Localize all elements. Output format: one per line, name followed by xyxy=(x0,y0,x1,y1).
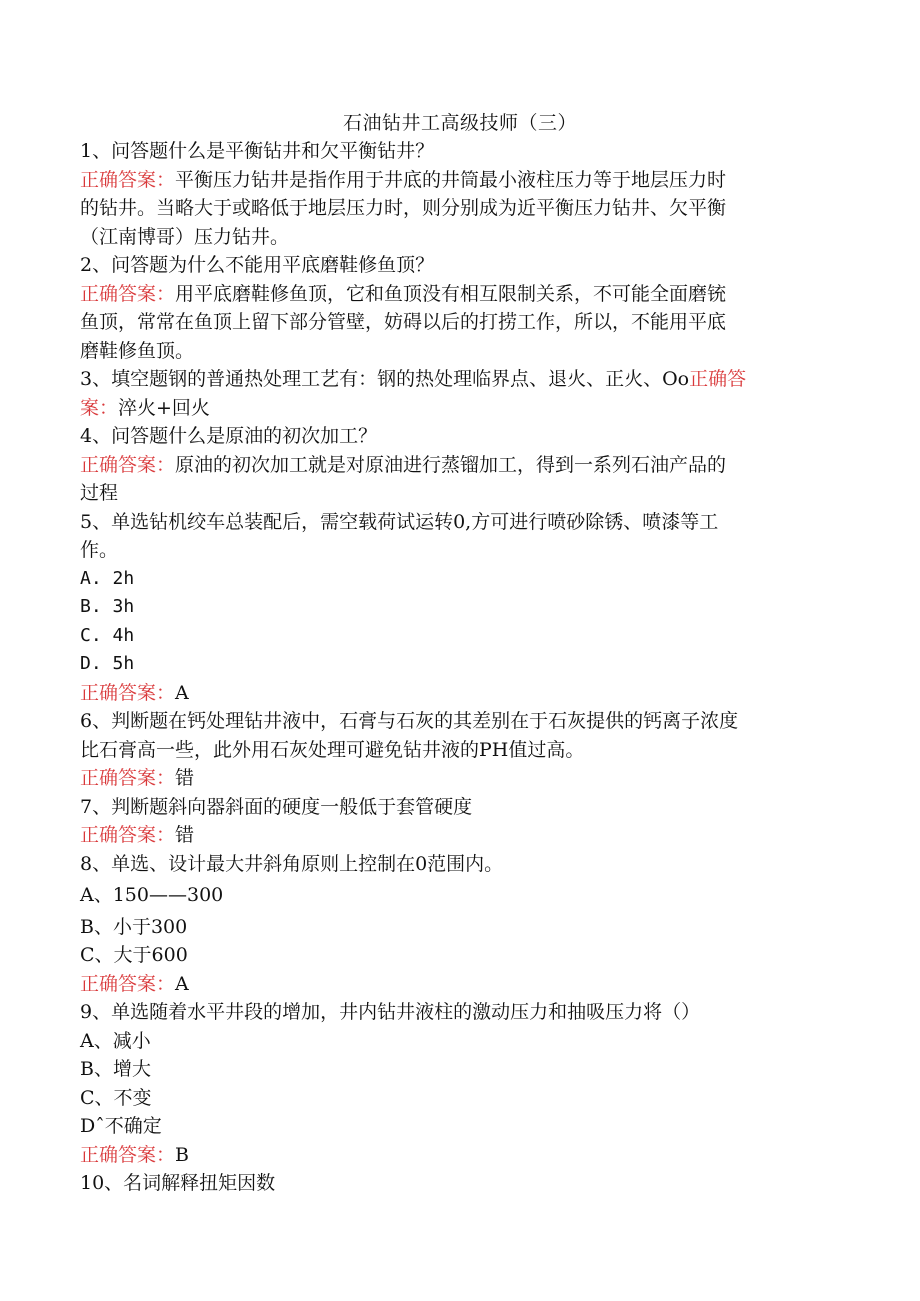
question-text: 7、判断题斜向器斜面的硬度一般低于套管硬度 xyxy=(80,795,473,818)
document-title: 石油钻井工高级技师（三） xyxy=(342,112,577,134)
answer-label-part: 案： xyxy=(80,396,119,419)
question-6 xyxy=(80,707,832,793)
answer-label: 正确答案： xyxy=(80,972,176,995)
question-10 xyxy=(80,1169,832,1198)
answer-label: 正确答案： xyxy=(80,824,176,846)
question-text: 9、单选随着水平井段的增加，井内钻井液柱的激动压力和抽吸压力将（） xyxy=(80,1001,701,1023)
option-c: C、大于600 xyxy=(80,944,188,966)
question-2 xyxy=(80,251,832,365)
answer-line xyxy=(80,451,832,480)
answer-text: 的钻井。当略大于或略低于地层压力时，则分别成为近平衡压力钻井、欠平衡 xyxy=(80,197,727,219)
question-3 xyxy=(80,365,832,422)
question-9 xyxy=(80,998,832,1169)
question-text: 作。 xyxy=(80,539,119,561)
answer-line xyxy=(80,166,832,195)
answer-line xyxy=(80,764,832,793)
question-text: 4、问答题什么是原油的初次加工？ xyxy=(80,425,378,447)
question-text: 2、问答题为什么不能用平底磨鞋修鱼顶？ xyxy=(80,254,435,276)
option-a: A、150——300 xyxy=(80,884,224,906)
answer-text: B xyxy=(175,1143,189,1166)
answer-line xyxy=(80,679,832,708)
option-c: C、不变 xyxy=(80,1086,152,1109)
option-a: A、减小 xyxy=(80,1029,151,1052)
answer-line xyxy=(80,970,832,999)
answer-line xyxy=(80,280,832,309)
answer-text: （江南博哥）压力钻井。 xyxy=(80,225,290,248)
answer-label: 正确答案： xyxy=(80,1143,176,1166)
option-c: C. 4h xyxy=(80,624,135,646)
answer-text: 原油的初次加工就是对原油进行蒸镏加工，得到一系列石油产品的 xyxy=(175,453,727,476)
answer-text: A xyxy=(175,972,189,995)
option-d: Dˆ不确定 xyxy=(80,1115,162,1137)
answer-text: 用平底磨鞋修鱼顶，它和鱼顶没有相互限制关系，不可能全面磨铳 xyxy=(175,282,727,305)
question-line xyxy=(80,365,832,394)
option-a: A. 2h xyxy=(80,567,135,589)
question-text: 10、名词解释扭矩因数 xyxy=(80,1172,276,1194)
question-7 xyxy=(80,793,832,850)
answer-label: 正确答案： xyxy=(80,681,176,704)
answer-text: 过程 xyxy=(80,482,119,504)
answer-text: A xyxy=(175,681,189,704)
option-d: D. 5h xyxy=(80,653,135,674)
question-text: 5、单选钻机绞车总装配后，需空载荷试运转0,方可进行喷砂除锈、喷漆等工 xyxy=(80,510,719,533)
option-b: B、小于300 xyxy=(80,915,188,938)
answer-text: 鱼顶，常常在鱼顶上留下部分管壁，妨碍以后的打捞工作，所以，不能用平底 xyxy=(80,311,727,333)
question-text: 8、单选、设计最大井斜角原则上控制在0范围内。 xyxy=(80,852,504,875)
answer-text: 平衡压力钻井是指作用于井底的井筒最小液柱压力等于地层压力时 xyxy=(175,168,727,191)
answer-line xyxy=(80,394,832,423)
question-4 xyxy=(80,422,832,508)
answer-text: 淬火+回火 xyxy=(118,396,210,419)
answer-line xyxy=(80,821,832,850)
question-text: 3、填空题钢的普通热处理工艺有：钢的热处理临界点、退火、正火、Oo xyxy=(80,368,690,390)
answer-label: 正确答案： xyxy=(80,453,176,476)
answer-label: 正确答案： xyxy=(80,282,176,305)
answer-label: 正确答案： xyxy=(80,168,176,191)
option-b: B、增大 xyxy=(80,1058,151,1080)
answer-text: 错 xyxy=(175,824,195,846)
question-5 xyxy=(80,508,832,708)
question-8 xyxy=(80,850,832,999)
answer-label-part: 正确答 xyxy=(689,368,747,390)
option-b: B. 3h xyxy=(80,596,135,617)
answer-text: 错 xyxy=(175,767,195,789)
question-text: 比石膏高一些，此外用石灰处理可避免钻井液的PH值过高。 xyxy=(80,738,585,761)
answer-label: 正确答案： xyxy=(80,767,176,789)
question-text: 1、问答题什么是平衡钻井和欠平衡钻井？ xyxy=(80,140,435,162)
question-text: 6、判断题在钙处理钻井液中，石膏与石灰的其差别在于石灰提供的钙离子浓度 xyxy=(80,710,739,732)
answer-line xyxy=(80,1141,832,1170)
answer-text: 磨鞋修鱼顶。 xyxy=(80,339,195,362)
document-body xyxy=(80,137,832,1198)
question-1 xyxy=(80,137,832,251)
